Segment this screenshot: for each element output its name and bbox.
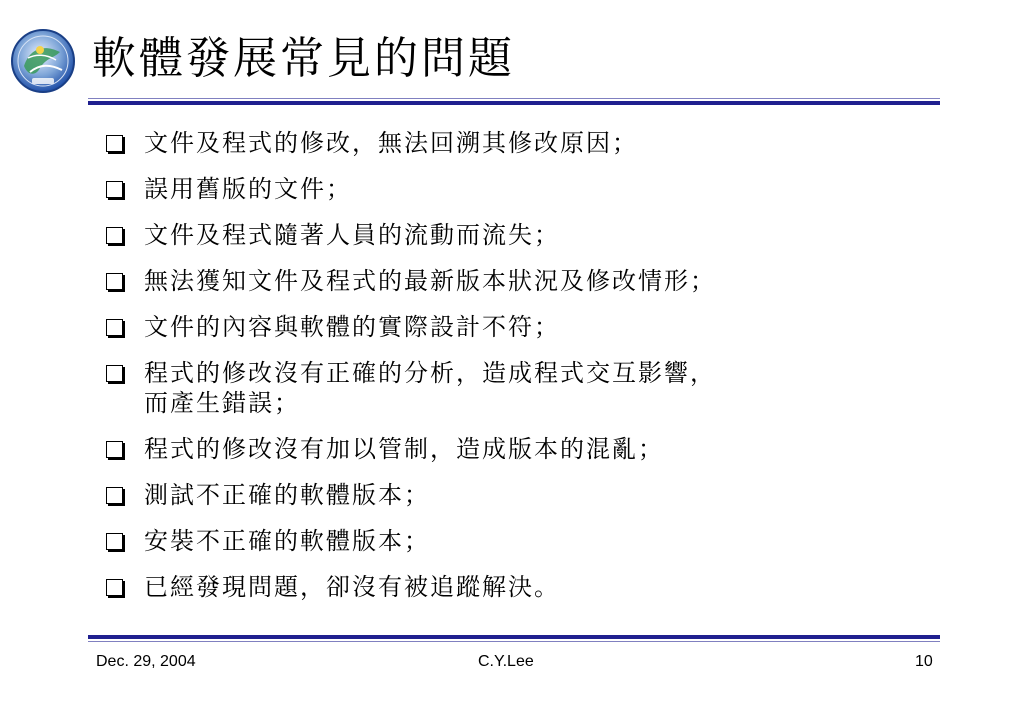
bullet-item [100,526,716,556]
bullet-item [100,266,716,296]
slide-title: 軟體發展常見的問題 [92,33,515,84]
bullet-text: 安裝不正確的軟體版本； [144,527,430,555]
footer-author: C.Y.Lee [478,653,534,670]
university-seal-logo [10,28,76,94]
bullet-text: 文件的內容與軟體的實際設計不符； [144,313,560,341]
square-bullet-icon [106,273,123,290]
footer-divider-thin [88,641,940,642]
bullet-item [100,480,716,510]
footer-date: Dec. 29, 2004 [96,653,196,670]
bullet-item [100,434,716,464]
bullet-text: 測試不正確的軟體版本； [144,481,430,509]
bullet-text-continuation: 而產生錯誤； [144,389,300,417]
square-bullet-icon [106,579,123,596]
footer-divider [88,635,940,639]
bullet-item [100,128,716,158]
bullet-text: 程式的修改沒有加以管制，造成版本的混亂； [144,435,664,463]
square-bullet-icon [106,135,123,152]
square-bullet-icon [106,365,123,382]
bullet-text: 誤用舊版的文件； [144,175,352,203]
bullet-item [100,572,716,602]
bullet-text: 無法獲知文件及程式的最新版本狀況及修改情形； [144,267,716,295]
bullet-list [100,128,716,602]
footer-page-number: 10 [915,653,933,670]
bullet-text: 文件及程式隨著人員的流動而流失； [144,221,560,249]
bullet-text: 已經發現問題，卻沒有被追蹤解決。 [144,573,560,601]
bullet-text: 文件及程式的修改，無法回溯其修改原因； [144,129,638,157]
title-divider [88,101,940,105]
bullet-item [100,312,716,342]
square-bullet-icon [106,441,123,458]
bullet-text: 程式的修改沒有正確的分析，造成程式交互影響， [144,359,716,387]
square-bullet-icon [106,533,123,550]
square-bullet-icon [106,319,123,336]
title-divider-thin [88,98,940,99]
square-bullet-icon [106,487,123,504]
bullet-item [100,174,716,204]
square-bullet-icon [106,181,123,198]
bullet-item [100,358,716,418]
square-bullet-icon [106,227,123,244]
bullet-item [100,220,716,250]
